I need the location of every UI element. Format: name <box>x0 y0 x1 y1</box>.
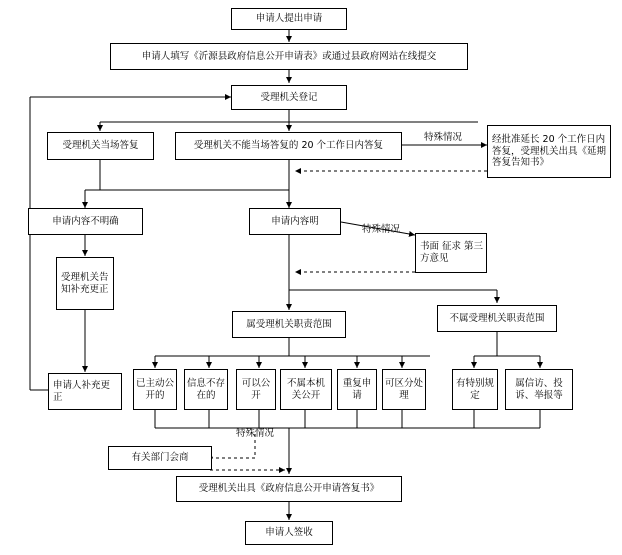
node-can-disclose: 可以公开 <box>236 369 276 410</box>
node-request-unclear: 申请内容不明确 <box>28 208 143 235</box>
node-info-not-exist: 信息不存在的 <box>184 369 228 410</box>
node-petition-complaint: 属信访、投诉、举报等 <box>505 369 573 410</box>
node-issue-reply-document: 受理机关出具《政府信息公开申请答复书》 <box>176 476 402 502</box>
node-applicant-submit: 申请人提出申请 <box>231 8 347 30</box>
node-agency-registration: 受理机关登记 <box>231 85 347 110</box>
node-already-disclosed: 已主动公开的 <box>133 369 177 410</box>
label-special-case-1: 特殊情况 <box>423 132 462 143</box>
node-not-this-agency: 不属本机关公开 <box>280 369 332 410</box>
node-fill-application-form: 申请人填写《沂源县政府信息公开申请表》或通过县政府网站在线提交 <box>110 43 468 70</box>
node-third-party-opinion: 书面 征求 第三方意见 <box>415 233 487 273</box>
node-extended-reply-notice: 经批准延长 20 个工作日内答复，受理机关出具《延期答复告知书》 <box>487 125 611 178</box>
node-request-clear: 申请内容明 <box>249 208 341 235</box>
node-applicant-receipt: 申请人签收 <box>245 521 333 545</box>
node-special-provision: 有特别规定 <box>452 369 498 410</box>
node-notify-supplement: 受理机关告知补充更正 <box>56 257 114 310</box>
node-separable-handling: 可区分处理 <box>382 369 426 410</box>
node-duplicate-request: 重复申请 <box>337 369 377 410</box>
node-applicant-supplement: 申请人补充更正 <box>48 373 122 410</box>
node-outside-duty-scope: 不属受理机关职责范围 <box>437 305 557 332</box>
node-20-working-days-reply: 受理机关不能当场答复的 20 个工作日内答复 <box>175 132 402 160</box>
label-special-case-3: 特殊情况 <box>235 428 274 439</box>
node-within-duty-scope: 属受理机关职责范围 <box>232 311 346 338</box>
node-department-consultation: 有关部门会商 <box>108 446 212 470</box>
node-onsite-reply: 受理机关当场答复 <box>47 132 154 160</box>
label-special-case-2: 特殊情况 <box>361 224 400 235</box>
